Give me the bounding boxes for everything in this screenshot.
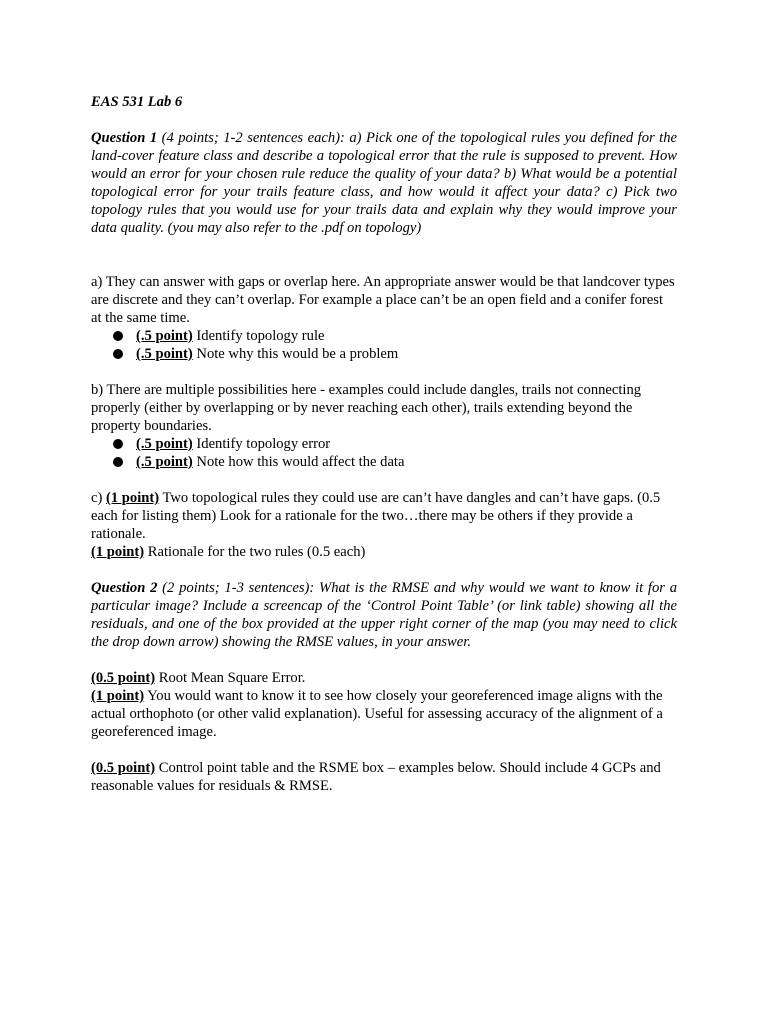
answer-2-part-1-text: Root Mean Square Error. [155, 670, 306, 686]
points-label: (.5 point) [136, 454, 193, 470]
list-item [91, 453, 677, 471]
question-1-label: Question 1 [91, 130, 158, 146]
bullet-icon [113, 457, 123, 467]
points-label: (1 point) [91, 544, 145, 560]
question-1 [91, 129, 677, 237]
answer-a-text: a) They can answer with gaps or overlap here. An appropriate answer would be that landcover types are discrete and they can’t overlap. For example a place can’t be an open field and a conifer forest at the same time. [91, 274, 675, 326]
answer-b-text: b) There are multiple possibilities here - examples could include dangles, trails not connecting properly (either by overlapping or by never reaching each other), trails extending beyond the property boundaries. [91, 382, 642, 434]
points-label: (0.5 point) [91, 670, 156, 686]
answer-b-bullets [91, 435, 677, 471]
bullet-text: Identify topology error [192, 436, 331, 452]
document-body [91, 93, 677, 795]
question-1-text: (4 points; 1-2 sentences each): a) Pick one of the topological rules you defined for the land-cover feature class and describe a topological error that the rule is supposed to prevent. How would an error for your chosen rule reduce the quality of your data? b) What would be a potential topological error for your trails feature class, and how would it affect your data? c) Pick two topology rules that you would use for your trails data and explain why they would improve your data quality. (you may also refer to the .pdf on topology) [91, 130, 678, 236]
answer-2-part-1 [91, 669, 677, 687]
points-label: (.5 point) [136, 436, 193, 452]
answer-c-prefix: c) [91, 490, 106, 506]
points-label: (1 point) [91, 688, 145, 704]
bullet-icon [113, 331, 123, 341]
answer-2-part-3-text: Control point table and the RSME box – examples below. Should include 4 GCPs and reasonable values for residuals & RMSE. [91, 760, 661, 794]
list-item [91, 435, 677, 453]
points-label: (.5 point) [136, 328, 193, 344]
question-2-text: (2 points; 1-3 sentences): What is the RMSE and why would we want to know it for a particular image? Include a screencap of the ‘Control Point Table’ (or link table) showing all the residuals, and one of the box provided at the upper right corner of the map (you may need to click the drop down arrow) showing the RMSE values, in your answer. [91, 580, 677, 650]
document-title: EAS 531 Lab 6 [91, 94, 183, 110]
bullet-icon [113, 349, 123, 359]
bullet-text: Identify topology rule [192, 328, 325, 344]
points-label: (.5 point) [136, 346, 193, 362]
answer-2-part-2 [91, 687, 677, 741]
bullet-text: Note how this would affect the data [192, 454, 405, 470]
answer-2-part-3 [91, 759, 677, 795]
answer-c-body: Two topological rules they could use are can’t have dangles and can’t have gaps. (0.5 each for listing them) Look for a rationale for the two…there may be others if they provide a rationale. [91, 490, 661, 542]
bullet-text: Note why this would be a problem [192, 346, 399, 362]
points-label: (0.5 point) [91, 760, 156, 776]
answer-c-text [91, 489, 677, 543]
answer-2-part-2-text: You would want to know it to see how closely your georeferenced image aligns with the actual orthophoto (or other valid explanation). Useful for assessing accuracy of the alignment of a georeferenced image. [91, 688, 663, 740]
answer-c-rationale-text: Rationale for the two rules (0.5 each) [144, 544, 366, 560]
answer-a-bullets [91, 327, 677, 363]
question-2 [91, 579, 677, 651]
answer-c-rationale [91, 543, 677, 561]
bullet-icon [113, 439, 123, 449]
list-item [91, 327, 677, 345]
question-2-label: Question 2 [91, 580, 158, 596]
list-item [91, 345, 677, 363]
points-label: (1 point) [106, 490, 160, 506]
